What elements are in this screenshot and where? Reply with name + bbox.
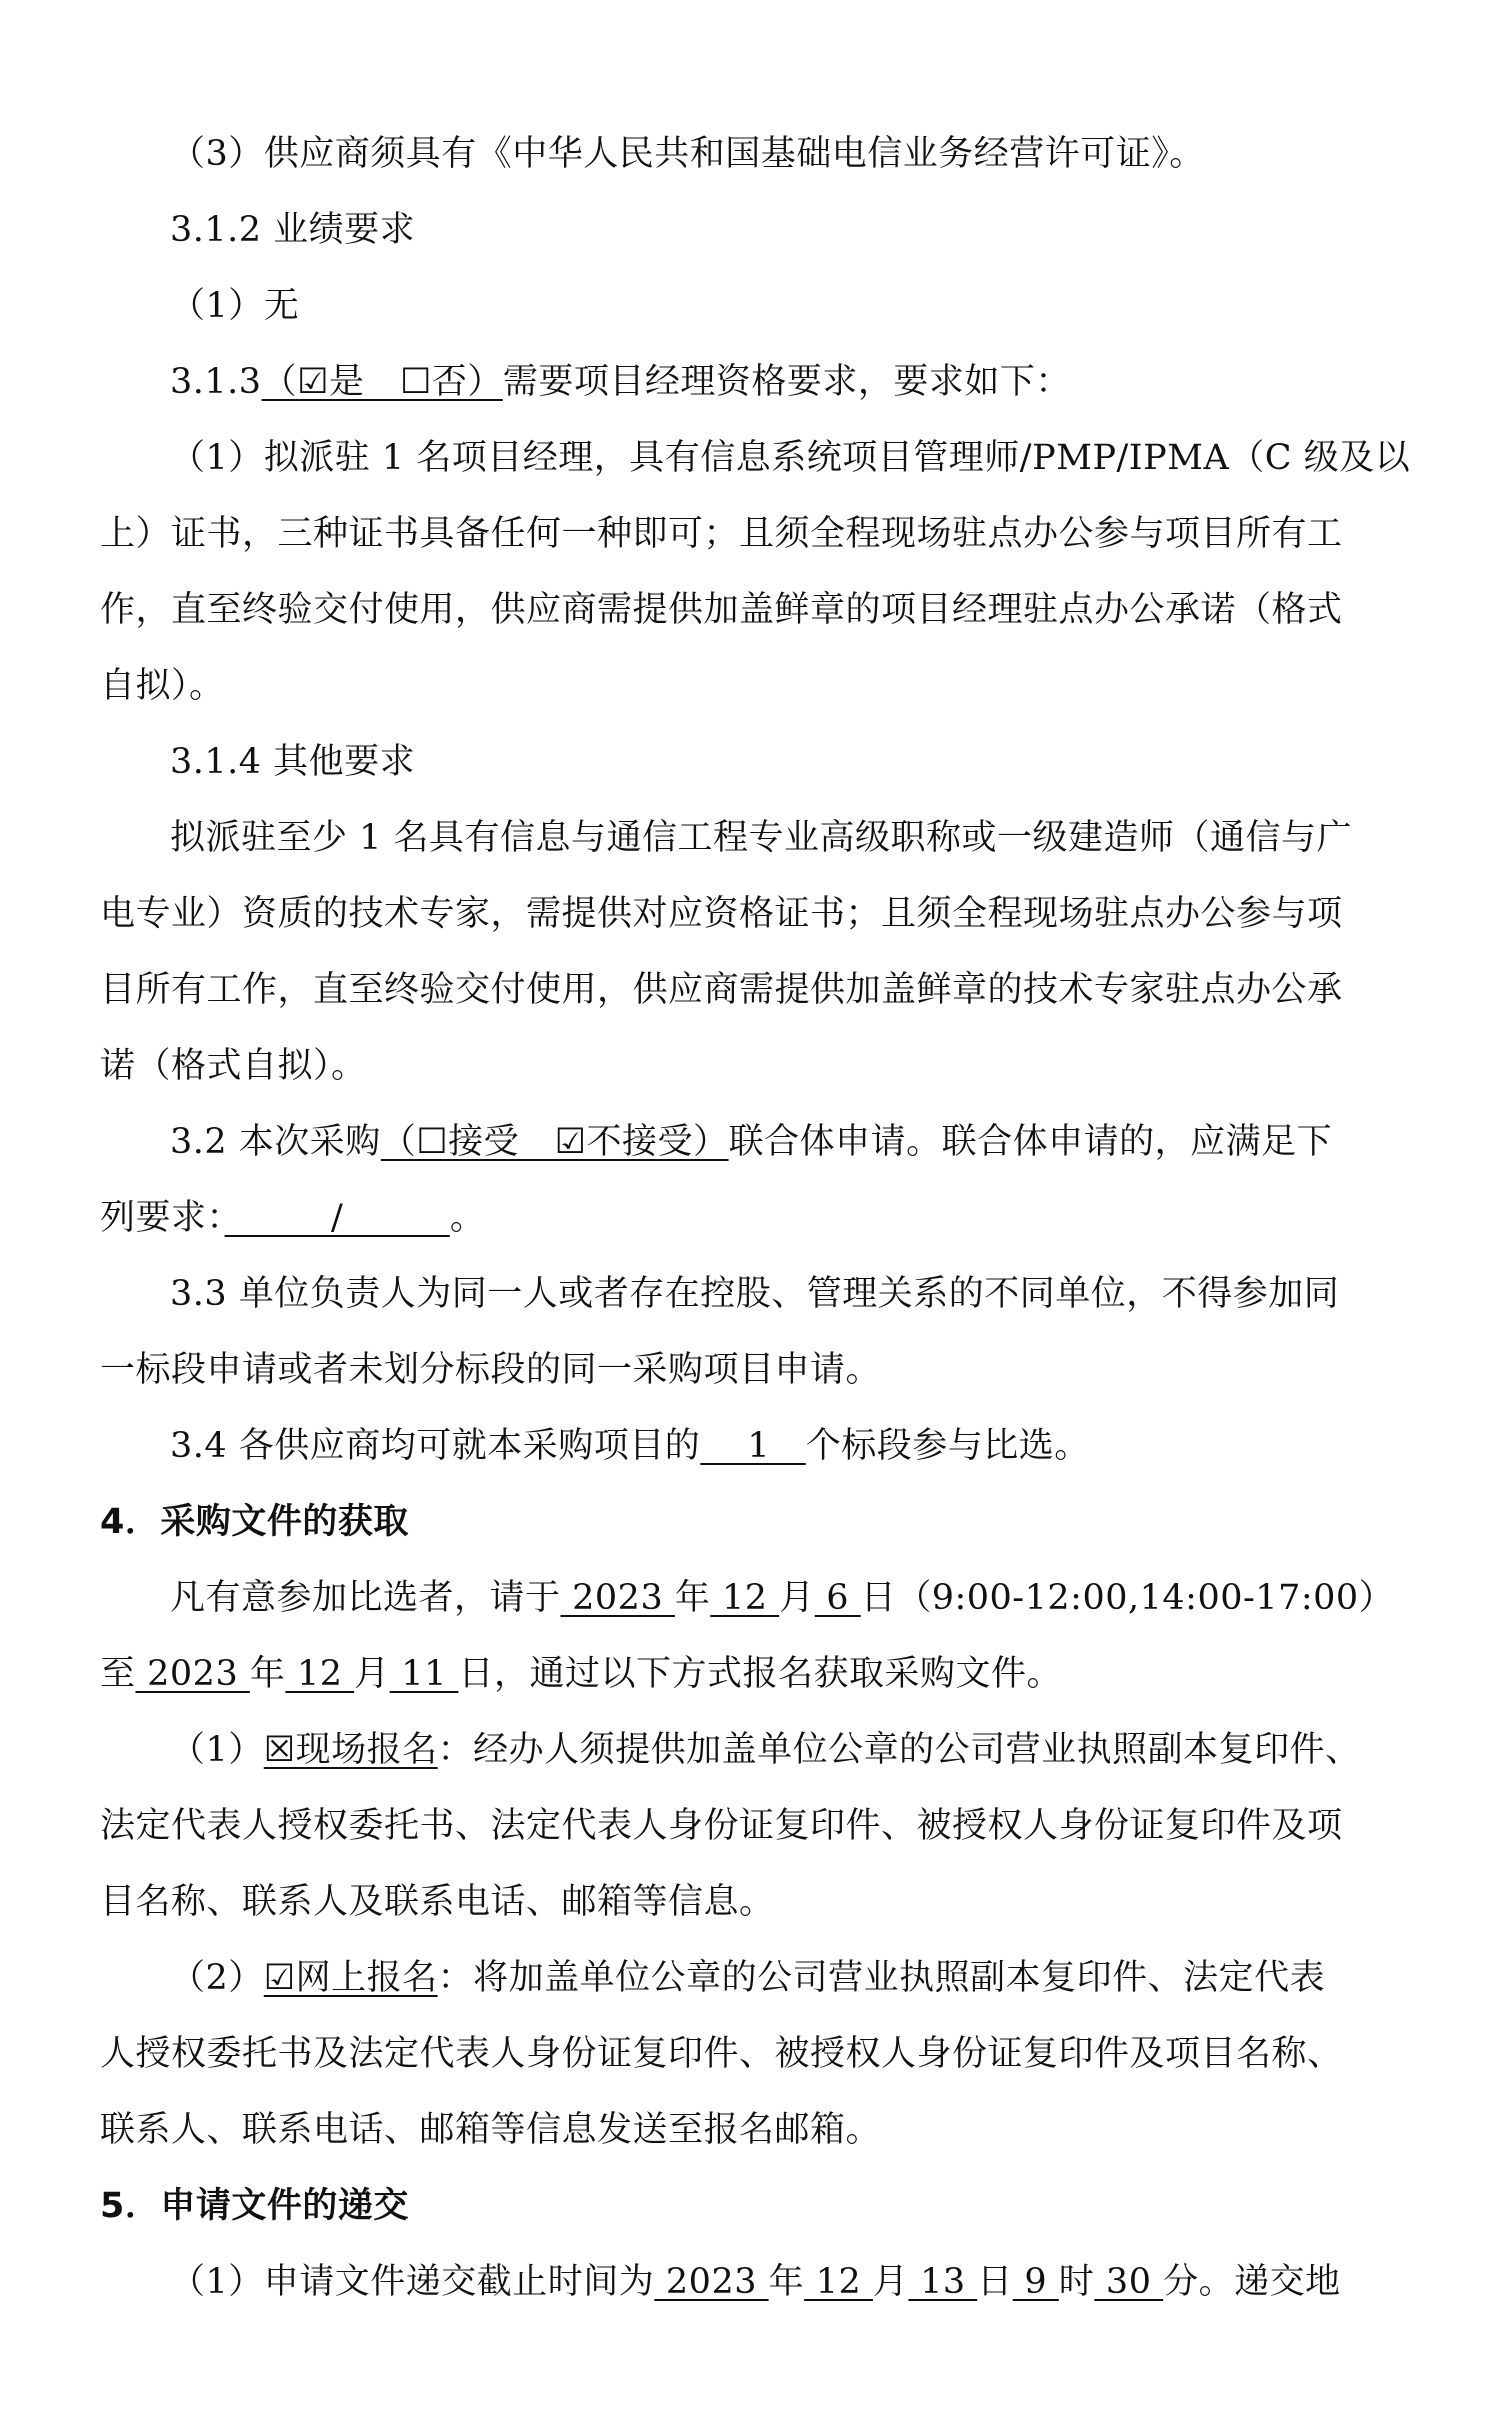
para-3-3-line-2: 一标段申请或者未划分标段的同一采购项目申请。 (100, 1350, 882, 1390)
deadline-hour: 9 (1012, 2262, 1059, 2302)
para-expert-line-4: 诺（格式自拟）。 (100, 1046, 367, 1086)
deadline-month: 12 (804, 2262, 873, 2302)
consortium-requirement-value: / (224, 1198, 450, 1238)
heading-3-1-2: 3.1.2 业绩要求 (170, 210, 416, 250)
heading-3-1-3: 3.1.3（☑是 ☐否）需要项目经理资格要求，要求如下： (170, 362, 1071, 402)
start-day: 6 (814, 1578, 861, 1618)
para-deadline: （1）申请文件递交截止时间为 2023 年 12 月 13 日 9 时 30 分。递交地 (170, 2262, 1341, 2302)
para-onsite-line-2: 法定代表人授权委托书、法定代表人身份证复印件、被授权人身份证复印件及项 (100, 1806, 1343, 1846)
deadline-year: 2023 (654, 2262, 769, 2302)
para-online-line-2: 人授权委托书及法定代表人身份证复印件、被授权人身份证复印件及项目名称、 (100, 2034, 1343, 2074)
onsite-registration-option: ☒现场报名 (263, 1730, 438, 1770)
heading-3-2: 3.2 本次采购（☐接受 ☑不接受）联合体申请。联合体申请的，应满足下 (170, 1122, 1333, 1162)
para-3-3-line-1: 3.3 单位负责人为同一人或者存在控股、管理关系的不同单位，不得参加同 (170, 1274, 1340, 1314)
heading-3-1-4: 3.1.4 其他要求 (170, 742, 416, 782)
para-expert-line-2: 电专业）资质的技术专家，需提供对应资格证书；且须全程现场驻点办公参与项 (100, 894, 1343, 934)
para-obtain-end: 至 2023 年 12 月 11 日，通过以下方式报名获取采购文件。 (100, 1654, 1062, 1694)
deadline-minute: 30 (1094, 2262, 1164, 2302)
section-5-title: 5．申请文件的递交 (100, 2186, 409, 2226)
consortium-choice: （☐接受 ☑不接受） (380, 1122, 729, 1162)
para-consortium-req: 列要求： / 。 (100, 1198, 486, 1238)
para-obtain-period: 凡有意参加比选者，请于 2023 年 12 月 6 日（9:00-12:00,14:00-17:00） (170, 1578, 1395, 1618)
para-online-line-1: （2）☑网上报名：将加盖单位公章的公司营业执照副本复印件、法定代表 (170, 1958, 1326, 1998)
lot-count: 1 (700, 1426, 806, 1466)
online-registration-option: ☑网上报名 (263, 1958, 438, 1998)
para-3-4: 3.4 各供应商均可就本采购项目的 1 个标段参与比选。 (170, 1426, 1090, 1466)
para-expert-line-3: 目所有工作，直至终验交付使用，供应商需提供加盖鲜章的技术专家驻点办公承 (100, 970, 1343, 1010)
para-onsite-line-3: 目名称、联系人及联系电话、邮箱等信息。 (100, 1882, 775, 1922)
para-performance-none: （1）无 (170, 286, 300, 326)
para-license-requirement: （3）供应商须具有《中华人民共和国基础电信业务经营许可证》。 (170, 134, 1205, 174)
para-pm-line-4: 自拟）。 (100, 666, 225, 706)
end-year: 2023 (135, 1654, 250, 1694)
end-day: 11 (389, 1654, 459, 1694)
pm-requirement-choice: （☑是 ☐否） (261, 362, 503, 402)
para-pm-line-3: 作，直至终验交付使用，供应商需提供加盖鲜章的项目经理驻点办公承诺（格式 (100, 590, 1343, 630)
deadline-day: 13 (908, 2262, 978, 2302)
start-month: 12 (710, 1578, 780, 1618)
para-onsite-line-1: （1）☒现场报名：经办人须提供加盖单位公章的公司营业执照副本复印件、 (170, 1730, 1361, 1770)
para-pm-line-1: （1）拟派驻 1 名项目经理，具有信息系统项目管理师/PMP/IPMA（C 级及以 (170, 438, 1411, 478)
section-4-title: 4．采购文件的获取 (100, 1502, 409, 1542)
end-month: 12 (285, 1654, 355, 1694)
start-year: 2023 (560, 1578, 675, 1618)
para-expert-line-1: 拟派驻至少 1 名具有信息与通信工程专业高级职称或一级建造师（通信与广 (170, 818, 1353, 858)
para-pm-line-2: 上）证书，三种证书具备任何一种即可；且须全程现场驻点办公参与项目所有工 (100, 514, 1343, 554)
para-online-line-3: 联系人、联系电话、邮箱等信息发送至报名邮箱。 (100, 2110, 882, 2150)
